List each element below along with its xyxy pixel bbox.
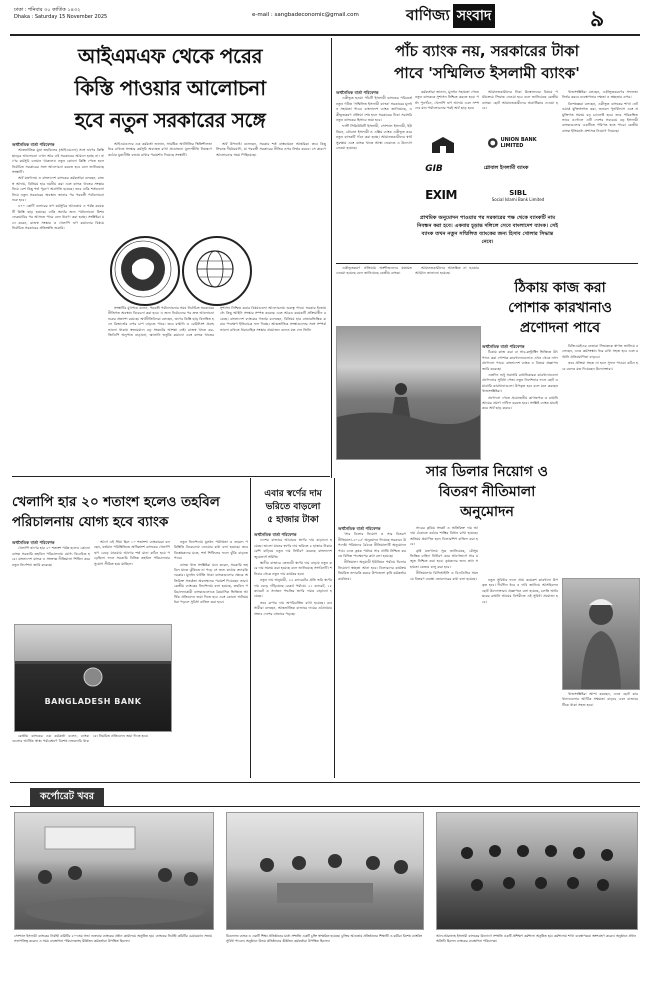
five-banks-column-3: [482, 90, 558, 130]
imf-column-4: [108, 306, 326, 470]
default-story-top-rule: [12, 476, 330, 477]
fertilizer-column-2: [410, 526, 478, 778]
corporate-photo-2: [226, 812, 424, 930]
imf-headline-line-1: আইএমএফ থেকে পরের: [77, 44, 263, 68]
default-para-3: নতুন নির্দেশনায় মূলধন পর্যাপ্ততা ও তারল্য পরিস্থিতি বিবেচনায় নেওয়ার কথা বলা হয়েছে। তবে বিশ্লেষকদের মতে, শর্ত শিথিলের ফলে ঝুঁকি বাড়তে পারে।: [174, 540, 248, 561]
imf-seal: [182, 236, 252, 306]
five-banks-para-extra: বিশেষজ্ঞরা বলছেন, একীভূত ব্যাংকের শাখা নেটওয়ার্ক যুক্তিসংগত করা, জনবল পুনর্বিন্যাস এবং প্রযুক্তিগত সমন্বয় বড় চ্যালেঞ্জ হবে। তবে পরিকল্পিতভাবে এগোলে এটি দেশের সবচেয়ে বড় ইসলামী ব্যাংকগুলোর একটিতে পরিণত হতে পারে। কেন্দ্রীয় ব্যাংক ইতিমধ্যে প্রশাসক নিয়োগ দিয়েছে।: [562, 101, 638, 133]
garments-column-1: [482, 344, 558, 574]
paper-title: [406, 5, 556, 27]
five-banks-column-2: [415, 90, 479, 130]
imf-globe-icon: [182, 236, 248, 302]
gold-headline-line-1: এবার স্বর্ণের দাম: [264, 489, 322, 499]
garments-headline: [482, 278, 638, 338]
garments-extra-1: নতুন সুবিধার ফলে প্রায় কয়েকশ কারখানা উপকৃত হবে। দীর্ঘদিন ধরে এ দাবি জানিয়ে আসছিলেন ছোট উদ্যোক্তারা। প্রজ্ঞাপনে বলা হয়েছে, চলতি অর্থবছরের রপ্তানি আয়ের বিপরীতে এই সুবিধা প্রযোজ্য হবে।: [482, 578, 558, 604]
five-banks-para-3: কর্মকর্তারা জানান, মূলধন সহায়তা পেতে নতুন ব্যাংককে সুশাসন নিশ্চিত করতে হবে। পর্ষদ পুনর্গঠন, খেলাপি ঋণ আদায় এবং সম্পদের মান পর্যালোচনার পরই অর্থ ছাড় হবে।: [415, 90, 479, 111]
five-banks-col-lower-2: [415, 266, 479, 324]
imf-para-extra: সংস্থাটির মুখপাত্র বলেন, পরবর্তী পর্যালোচনার সময় নির্বাচিত সরকারের নীতিগত অবস্থান বিবেচনা করা হবে। এ জন্য নির্বাচনের পর দ্রুত আলোচনা শুরুর প্রত্যাশা রয়েছে। অর্থনীতিবিদরা বলছেন, ঋণের কিস্তি ছাড় বিলম্বিত হলে রিজার্ভের ওপর চাপ বাড়তে পারে। তবে রপ্তানি ও রেমিট্যান্স প্রবাহ ভালো থাকায় স্বল্পমেয়াদে বড় সংকটের আশঙ্কা নেই। রাজস্ব খাতে কর-জিডিপি অনুপাত বাড়ানো, জ্বালানি ভর্তুকি কমানো এবং ব্যাংক খাতের সুশাসন নিশ্চিত করার বিষয়গুলো আলোচনায় গুরুত্ব পাবে। সরকার ইতোমধ্যে কিছু আইনি সংস্কার সম্পন্ন করেছে এবং আরও কয়েকটি প্রক্রিয়াধীন রয়েছে। বাংলাদেশ ব্যাংকের গভর্নর বলেছেন, বিনিময় হার বাজারভিত্তিক করার পদক্ষেপ ইতিবাচক ফল দিচ্ছে। আন্তর্জাতিক সংস্থাগুলোর সঙ্গে সম্পর্ক ভালো রাখতে ধারাবাহিক সংস্কার প্রয়োজন বলেও মত দেন তিনি।: [108, 306, 326, 338]
gold-para-3: নতুন দাম অনুযায়ী, ২২ ক্যারেটের প্রতি ভরি স্বর্ণের দাম বেড়ে দাঁড়িয়েছে রেকর্ড পর্যায়ে। ২১ ক্যারেট, ১৮ ক্যারেট ও সনাতন পদ্ধতির স্বর্ণের দামও বাড়ানো হয়েছে।: [254, 578, 332, 599]
imf-para-4: আইএমএফের এক কর্মকর্তা জানান, সামষ্টিক অর্থনীতির স্থিতিশীলতা ধরে রাখতে সংস্কার কর্মসূচি অব্যাহত রাখা প্রয়োজন। মূল্যস্ফীতি নিয়ন্ত্রণে কঠোর মুদ্রানীতি বজায় রাখার পরামর্শও দিয়েছে সংস্থাটি।: [108, 142, 212, 157]
imf-column-1: [12, 142, 104, 472]
imf-para-2: অর্থ মন্ত্রণালয় ও বাংলাদেশ ব্যাংকের কর্মকর্তারা বলছেন, রাজস্ব আদায়, বিনিময় হার নমনীয় করা এবং ব্যাংক খাতের সংস্কার নিয়ে বেশ কিছু শর্ত পূরণে অগ্রগতি হয়েছে। তবে বাকি শর্তগুলো নিয়ে নতুন সরকারের অবস্থান জানার পর পরবর্তী পর্যালোচনা শুরু হবে।: [12, 176, 104, 203]
garments-headline-line-1: ঠিকায় কাজ করা: [514, 280, 606, 296]
default-para-1: খেলাপি ঋণের হার ২০ শতাংশ পর্যন্ত হলেও কোনো ব্যাংক সরকারি তহবিল পরিচালনায় যোগ্য বিবেচিত হবে। বাংলাদেশ ব্যাংক এ সংক্রান্ত নীতিমালা শিথিল করে নতুন নির্দেশনা জারি করেছে।: [12, 546, 90, 567]
signing-icon: [227, 813, 423, 929]
five-banks-headline-line-1: পাঁচ ব্যাংক নয়, সরকারের টাকা: [395, 42, 579, 60]
corporate-caption-1: সোশ্যাল ইসলামী ব্যাংকের নির্বাহী কমিটির ৫০৭তম সভা শুক্রবার ব্যাংকের প্রধান কার্যালয়ে অনুষ্ঠিত হয়। ব্যাংকের নির্বাহী কমিটির চেয়ারম্যান সভায় সভাপতিত্ব করেন। এ সময় ব্যবস্থাপনা পরিচালকসহ ঊর্ধ্বতন কর্মকর্তারা উপস্থিত ছিলেন।: [14, 934, 212, 943]
garments-column-4: [562, 692, 638, 778]
five-banks-headline-line-2: পাবে 'সম্মিলিত ইসলামী ব্যাংক': [394, 64, 580, 82]
email: e-mail : sangbadeconomic@gmail.com: [252, 12, 359, 18]
global-islami-text: গ্লোবাল ইসলামী ব্যাংক: [483, 165, 529, 171]
imf-headline-line-3: হবে নতুন সরকারের সঙ্গে: [74, 108, 266, 132]
imf-para-1: আন্তর্জাতিক মুদ্রা তহবিলের (আইএমএফ) সঙ্গে ঋণের কিস্তি ছাড়ের আলোচনা এখন আর এই সরকারের আমলে হচ্ছে না। ঋণের কর্মসূচি চলমান থাকলেও নতুন কোনো কিস্তি পেতে হলে নির্বাচিত সরকারের সঙ্গে আলোচনা করতে হবে বলে জানিয়েছে সংস্থাটি।: [12, 148, 104, 175]
imf-byline: অর্থনৈতিক বার্তা পরিবেশক: [12, 142, 55, 147]
corporate-caption-2: মিডল্যান্ড ব্যাংক ও একটি শিক্ষা প্রতিষ্ঠানের মধ্যে সম্প্রতি একটি চুক্তি স্বাক্ষরিত হয়েছে। চুক্তির আওতায় প্রতিষ্ঠানের শিক্ষার্থী ও কর্মীরা বিশেষ ব্যাংকিং সুবিধা পাবেন। অনুষ্ঠানে উভয় প্রতিষ্ঠানের ঊর্ধ্বতন কর্মকর্তারা উপস্থিত ছিলেন।: [226, 934, 422, 943]
garments-headline-line-3: প্রণোদনা পাবে: [519, 320, 601, 336]
five-banks-para-4: আমানতকারীদের টাকা উত্তোলনের বিষয়ে পর্যায়ক্রমে সিদ্ধান্ত নেওয়া হবে বলে জানিয়েছে কেন্দ্রীয় ব্যাংক। ছোট আমানতকারীদের অগ্রাধিকার দেওয়া হবে।: [482, 90, 558, 111]
five-banks-para-5: খাতসংশ্লিষ্টরা বলছেন, একীভূতকরণের সফলতা নির্ভর করবে ব্যবস্থাপনার দক্ষতা ও স্বচ্ছতার ওপর।: [562, 90, 638, 100]
page-number: ৯: [590, 6, 605, 32]
five-banks-para-1: একীভূত হওয়া পাঁচটি ইসলামী ব্যাংকের পরিবর্তে নতুন গঠিত 'সম্মিলিত ইসলামী ব্যাংক' সরকারের মূলধন সহায়তা পাবে। বাংলাদেশ ব্যাংক জানিয়েছে, একীভূতকরণ প্রক্রিয়া শেষ হলে সরকারের টাকা সরাসরি নতুন ব্যাংকের হিসাবে জমা হবে।: [336, 96, 412, 123]
five-banks-lower-text-1: একীভূতকরণ প্রক্রিয়ায় অংশীজনদের মতামত নেওয়া হয়েছে বলে জানিয়েছে কেন্দ্রীয় ব্যাংক।: [336, 266, 412, 276]
imf-para-3: ৪৭০ কোটি ডলারের ঋণ কর্মসূচির আওতায় এ পর্যন্ত কয়েকটি কিস্তি ছাড় হয়েছে। বাকি অর্থের জন্য পর্যালোচনা মিশন ফেব্রুয়ারির পর আসতে পারে বলে ধারণা করা হচ্ছে। সংশ্লিষ্টরা মনে করেন, রাজস্ব সংস্কার ও খেলাপি ঋণ কমানোর বিষয়ে নির্বাচিত সরকারের প্রতিশ্রুতি জরুরি।: [12, 204, 104, 231]
gold-headline: [252, 488, 334, 527]
five-banks-pull-quote: প্রাথমিক অনুমোদন পাওয়ার পর সরকারের পক্ষ থেকে ব্যাংকটি নাম নিবন্ধন করা হবে। একবার চূড়ান্ত দলিলে সেবে বাংলাদেশ ব্যাংক। সেই ব্যাংক তখন নতুন সম্মিলিত ব্যাংকের জন্য হিসাব খোলার সিদ্ধান্ত নেবে।: [416, 215, 559, 245]
seal-icon: [110, 236, 176, 302]
bangladesh-bank-emblem-icon: [15, 625, 171, 731]
fertilizer-headline-line-2: বিতরণ নীতিমালা: [438, 484, 536, 500]
bangladesh-bank-photo: [14, 624, 172, 732]
garments-headline-line-2: পোশাক কারখানাও: [508, 300, 612, 316]
five-banks-headline: [336, 40, 638, 84]
gold-column: [254, 532, 332, 778]
farmer-icon: [337, 327, 480, 459]
paper-title-part-1: বাণিজ্য: [406, 5, 450, 24]
bangladesh-bank-sign: BANGLADESH BANK: [44, 697, 142, 706]
garment-worker-photo: [562, 578, 640, 690]
meeting-icon: [15, 813, 213, 929]
default-headline: [12, 492, 248, 532]
five-banks-column-1: [336, 90, 412, 260]
garments-para-4: বিজিএমইএর নেতারা সিদ্ধান্তকে স্বাগত জানিয়ে বলেছেন, এতে কর্মসংস্থান ধরে রাখা সহজ হবে এবং রপ্তানি প্রতিযোগিতা বাড়বে।: [562, 344, 638, 359]
masthead-rule: [10, 34, 640, 36]
garments-para-1: ঠিকায় কাজ করা বা সাব-কন্ট্রাক্টিং ভিত্তিতে উৎপাদন করা পোশাক কারখানাগুলোও এখন থেকে নগদ প্রণোদনা পাবে। বাংলাদেশ ব্যাংক এ বিষয়ে প্রজ্ঞাপন জারি করেছে।: [482, 350, 558, 371]
masthead: [10, 4, 640, 34]
gold-headline-line-2: ভরিতে বাড়লো: [265, 502, 321, 512]
five-banks-rule: [336, 263, 638, 264]
garments-extra-2: খাতসংশ্লিষ্টরা আশা করছেন, এতে ছোট কারখানাগুলোর আর্থিক সক্ষমতা বাড়বে এবং বাজারে টিকে থাকা সহজ হবে।: [562, 692, 638, 707]
five-banks-col-lower-1: [336, 266, 412, 324]
sibl-logo: [477, 182, 559, 208]
five-banks-column-4: [562, 90, 638, 260]
gold-para-4: তবে রুপার দাম অপরিবর্তিত রাখা হয়েছে। ব্যবসায়ীরা বলছেন, আন্তর্জাতিক বাজারে দামের ওঠানামার প্রভাব দেশের বাজারে পড়ছে।: [254, 600, 332, 616]
default-column-3: [174, 540, 248, 778]
date-bangla: ঢাকা : শনিবার ৩০ কার্তিক ১৪৩২: [14, 7, 81, 13]
date-english: Dhaka : Saturday 15 November 2025: [14, 14, 108, 20]
gold-para-2: স্থানীয় বাজারে তেজাবী স্বর্ণের দাম বাড়ায় নতুন করে দাম সমন্বয় করা হয়েছে বলে জানিয়েছে সংগঠনটি। শনিবার থেকে নতুন দাম কার্যকর হবে।: [254, 561, 332, 576]
five-banks-byline: অর্থনৈতিক বার্তা পরিবেশক: [336, 90, 379, 95]
bangladesh-govt-seal: [110, 236, 180, 306]
garments-column-3: [482, 578, 558, 778]
union-bank-text: UNION BANK LIMITED: [500, 137, 537, 149]
first-security-logo: [423, 134, 463, 154]
corporate-photo-3: [436, 812, 638, 930]
default-column-2: [94, 540, 170, 620]
default-column-4: [12, 734, 170, 780]
default-column-1: [12, 540, 90, 620]
default-para-extra: ব্যাংক খাত সংশ্লিষ্টরা মনে করেন, সরকারি তহবিল যাতে ঝুঁকিতে না পড়ে সে জন্য কঠোর তদারকি দরকার। মূলধন ঘাটতি থাকা ব্যাংকগুলোর ক্ষেত্রে অতিরিক্ত সতর্কতা অবলম্বনের পরামর্শ দিয়েছেন তারা। কেন্দ্রীয় ব্যাংকের নির্দেশনায় বলা হয়েছে, তহবিল পরিচালনাকারী ব্যাংকগুলোকে ত্রৈমাসিক ভিত্তিতে আর্থিক প্রতিবেদন জমা দিতে হবে এবং কোনো অনিয়ম ধরা পড়লে সুবিধা বাতিল করা হবে।: [174, 562, 248, 605]
imf-headline-line-2: কিস্তি পাওয়ার আলোচনা: [74, 76, 266, 100]
fertilizer-headline-line-1: সার ডিলার নিয়োগ ও: [426, 464, 548, 480]
gold-headline-line-3: ৫ হাজার টাকা: [267, 515, 319, 525]
corporate-section-title: কর্পোরেট খবর: [30, 788, 104, 807]
sibl-text: SIBL: [509, 188, 527, 197]
group-photo-icon: [437, 813, 637, 929]
imf-column-2: [108, 142, 212, 232]
garments-para-3: প্রণোদনা পেতে প্রয়োজনীয় কাগজপত্র ও রপ্তানি আয়ের প্রমাণ দাখিল করতে হবে। সংশ্লিষ্ট ব্যাংক যাচাই করে অর্থ ছাড় করবে।: [482, 395, 558, 411]
garments-byline: অর্থনৈতিক বার্তা পরিবেশক: [482, 344, 525, 349]
garments-para-5: তবে প্রক্রিয়া সহজ না হলে সুফল পাওয়া কঠিন হবে বলেও মত দিয়েছেন উদ্যোক্তারা।: [562, 361, 638, 371]
paper-title-part-2: সংবাদ: [453, 4, 495, 28]
default-headline-line-2: পরিচালনায় যোগ্য হবে ব্যাংক: [12, 514, 169, 530]
fertilizer-vertical-rule: [334, 478, 335, 778]
fertilizer-para-1: 'সার ডিলার নিয়োগ ও সার বিতরণ নীতিমালা-২০২৫' অনুমোদন দিয়েছে সরকার। উপদেষ্টা পরিষদের বৈঠকে নীতিমালাটি অনুমোদন পায়। এতে কৃষক পর্যায়ে সার প্রাপ্তি নিশ্চিত করতে বিভিন্ন পদক্ষেপের কথা বলা হয়েছে।: [338, 532, 406, 559]
gib-logo: GIB: [425, 164, 443, 174]
default-para-4: কেন্দ্রীয় ব্যাংকের এক কর্মকর্তা বলেন, ব্যাংকগুলোর আর্থিক স্বাস্থ্য পর্যবেক্ষণে বিশেষ নজরদারি থাকবে। নিয়মিত প্রতিবেদন জমা দিতে হবে।: [12, 734, 149, 744]
sibl-full-name: Social Islami Bank Limited: [491, 196, 545, 202]
fertilizer-byline: অর্থনৈতিক বার্তা পরিবেশক: [338, 526, 381, 531]
corporate-top-rule: [10, 782, 640, 783]
fertilizer-column-1: [338, 526, 406, 778]
bank-logos: [415, 132, 560, 212]
garments-column-2: [562, 344, 638, 574]
worker-icon: [563, 579, 639, 689]
default-headline-line-1: খেলাপি হার ২০ শতাংশ হলেও তহবিল: [12, 494, 220, 510]
gold-vertical-rule: [250, 478, 251, 778]
gold-byline: অর্থনৈতিক বার্তা পরিবেশক: [254, 532, 297, 537]
gold-para-1: দেশের বাজারে আবারও স্বর্ণের দাম বাড়ানো হয়েছে। ভালো মানের স্বর্ণের দাম ভরিতে ৫ হাজার টাকার বেশি বাড়িয়ে নতুন দাম নির্ধারণ করেছে বাংলাদেশ জুয়েলার্স সমিতি।: [254, 538, 332, 559]
fertilizer-headline-line-3: অনুমোদন: [460, 504, 514, 520]
union-bank-icon: [487, 137, 499, 149]
garments-para-2: এতদিন শুধু সরাসরি রপ্তানিকারক কারখানাগুলো প্রণোদনার সুবিধা পেত। নতুন নির্দেশনার ফলে ছোট ও মাঝারি কারখানাগুলো উপকৃত হবে বলে মনে করছেন খাতসংশ্লিষ্টরা।: [482, 373, 558, 394]
imf-column-3: [216, 142, 326, 232]
fertilizer-field-photo: [336, 326, 481, 460]
exim-logo: EXIM: [425, 188, 457, 202]
imf-para-5: অর্থ উপদেষ্টা বলেছেন, সরকার শর্ত বাস্তবায়নে আন্তরিক। তবে কিছু সিদ্ধান্ত দীর্ঘমেয়াদি, যা পরবর্তী সরকারের নীতির ওপর নির্ভর করবে। সে কারণে আলোচনার সময় পিছিয়েছে।: [216, 142, 326, 157]
fertilizer-para-3: সারের কৃত্রিম সংকট ও অতিরিক্ত দাম আদায় ঠেকাতে কঠোর শাস্তির বিধান রাখা হয়েছে। অনিয়ম প্রমাণিত হলে ডিলারশিপ বাতিল করা হবে।: [410, 526, 478, 547]
fertilizer-para-2: নীতিমালা অনুযায়ী ইউনিয়ন পর্যায়ে ডিলার নিয়োগে স্বচ্ছতা আনা হবে। ডিলারদের কার্যক্রম নিয়মিত তদারকি করবে উপজেলা কৃষি কর্মকর্তার কার্যালয়।: [338, 560, 406, 581]
corporate-photo-1: [14, 812, 214, 930]
vertical-rule-top: [331, 38, 332, 478]
imf-headline: [12, 40, 328, 136]
union-bank-logo: [487, 136, 559, 150]
corporate-title-rule: [10, 806, 640, 807]
five-banks-para-2: ফার্স্ট সিকিউরিটি ইসলামী, সোশ্যাল ইসলামী, ইউনিয়ন, গ্লোবাল ইসলামী ও এক্সিম ব্যাংক একীভূত করে নতুন ব্যাংকটি গঠন করা হচ্ছে। আমানতকারীদের স্বার্থ সুরক্ষায় এবং ব্যাংক খাতে আস্থা ফেরাতে এ উদ্যোগ নেওয়া হয়েছে।: [336, 124, 412, 151]
corporate-caption-3: আল-আরাফাহ ইসলামী ব্যাংকের উদ্যোগে সম্প্রতি একটি প্রশিক্ষণ কর্মশালা অনুষ্ঠিত হয়। কর্মশালায় শাখা ব্যবস্থাপকরা অংশগ্রহণ করেন। অনুষ্ঠানে প্রধান অতিথি ছিলেন ব্যাংকের ব্যবস্থাপনা পরিচালক।: [436, 934, 636, 943]
fertilizer-para-5: নীতিমালায় বিসিআইসি ও বিএডিসির সমন্বয়ে বিতরণ ব্যবস্থা জোরদারের কথা বলা হয়েছে।: [410, 571, 478, 581]
five-banks-lower-text-2: আমানতকারীদের আতঙ্কিত না হওয়ার আহ্বান জানানো হয়েছে।: [415, 266, 479, 276]
global-islami-logo: [453, 162, 559, 176]
default-para-2: আগে এই সীমা ছিল ১০ শতাংশ। ব্যাংকাররা বলছেন, বর্তমান পরিস্থিতিতে অধিকাংশ ব্যাংকের খেলাপি ঋণ বেড়ে যাওয়ায় আগের শর্ত মানা কঠিন হয়ে পড়েছিল। ফলে সরকারি বিভিন্ন তহবিল পরিচালনার সুযোগ সীমিত হয়ে যাচ্ছিল।: [94, 540, 170, 566]
mosque-icon: [428, 135, 458, 153]
default-byline: অর্থনৈতিক বার্তা পরিবেশক: [12, 540, 55, 545]
fertilizer-para-4: কৃষি মন্ত্রণালয় সূত্র জানিয়েছে, মৌসুমভিত্তিক চাহিদা নির্ধারণ করে আগেভাগে সার মজুত নিশ্চিত করা হবে। কৃষকদের জন্য তথ্য সহায়তা কেন্দ্রও চালু করা হবে।: [410, 548, 478, 569]
